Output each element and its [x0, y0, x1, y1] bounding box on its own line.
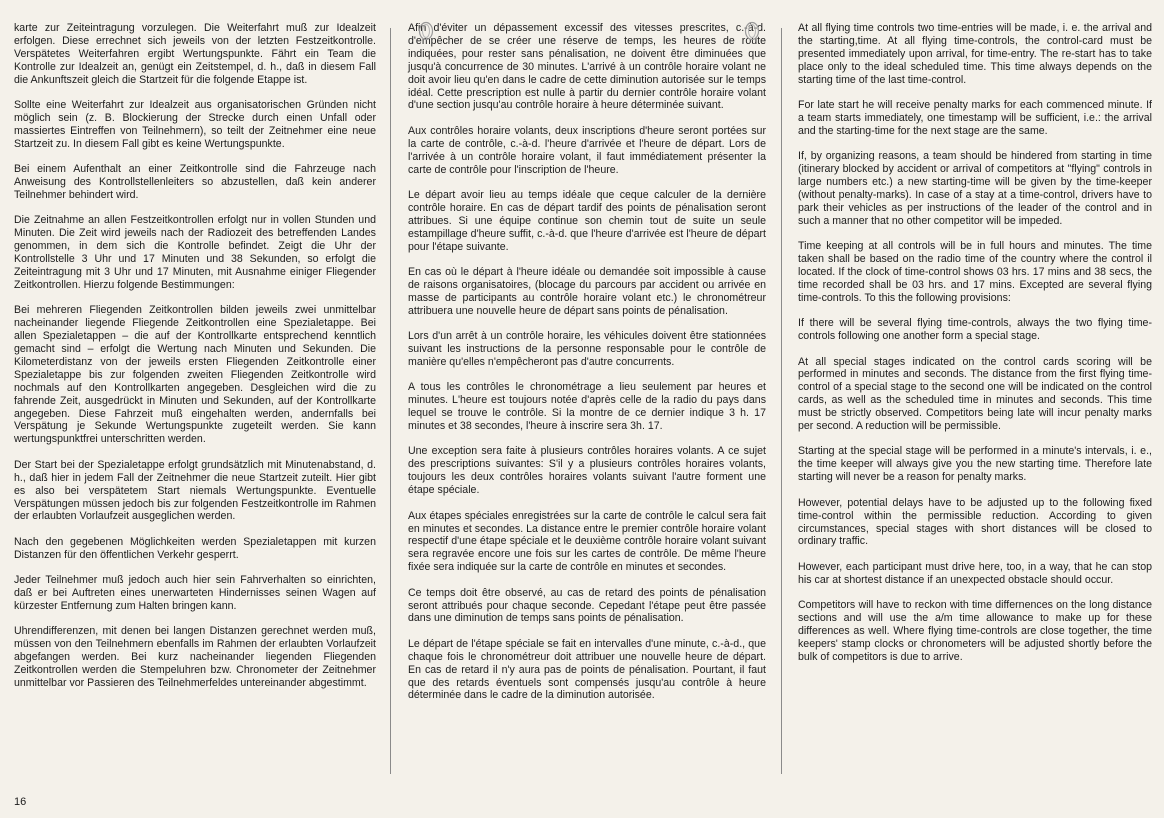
paragraph: Jeder Teilnehmer muß jedoch auch hier sein Fahrverhalten so einrichten, daß er bei Auftreten eines unerwarteten Hindernisses seinen Wagen auf kürzester Entfernung zum Halten bringen kann. — [14, 574, 376, 612]
paragraph: A tous les contrôles le chronométrage a lieu seulement par heures et minutes. L'heure est toujours notée d'après celle de la radio du pays dans lequel se trouve le contrôle. Si la montre de ce dernier indique 3 h. 17 minutes et 38 secondes, l'heure à inscrire sera 3h. 17. — [408, 381, 766, 433]
paragraph: Bei mehreren Fliegenden Zeitkontrollen bilden jeweils zwei unmittelbar nacheinander liegende Fliegende Zeitkontrollen eine Spezialetappe. Bei allen Spezialetappen – die auf der Kontrollkarte entsprechend kenntlich gemacht sind – erfolgt die Wertung nach Minuten und Sekunden. Die Kilometerdistanz von der jeweils ersten Fliegenden Zeitkontrolle einer Spezialetappe bis zur folgenden zweiten Fliegenden Zeitkontrolle wird nochmals auf den Kontrollkarten angegeben. Desgleichen wird die zu fahrende Zeit, ausgedrückt in Minuten und Sekunden, auf der Kontrollkarte angegeben. Diese Fahrzeit muß eingehalten werden, andernfalls bei Verspätung je Sekunde Wertungspunkte zugeteilt werden. Sie kann wertungspunktfrei unterschritten werden. — [14, 304, 376, 446]
paragraph: For late start he will receive penalty marks for each commenced minute. If a team starts immediately, one timestamp will be sufficient, i.e.: the arrival and the starting-time for the next stage are the same. — [798, 99, 1152, 137]
paragraph: However, potential delays have to be adjusted up to the following fixed time-control within the permissible reduction. According to given circumstances, special stages with short distances will be closed to ordinary traffic. — [798, 496, 1152, 548]
paragraph: Aux étapes spéciales enregistrées sur la carte de contrôle le calcul sera fait en minutes et secondes. La distance entre le premier contrôle horaire volant respectif d'une étape spéciale et le deuxième contrôle horaire volant suivant sera regravée encore une fois sur les cartes de contrôle. De même l'heure fixée sera indiquée sur la carte de contrôle en minutes et secondes. — [408, 509, 766, 574]
paragraph: If, by organizing reasons, a team should be hindered from starting in time (itinerary blocked by accident or arrival of competitors at "flying" controls in large numbers etc.) a new starting-time will be given by the time-keeper (without penalty-marks). In case of a stay at a time-control, drivers have to park their vehicles as per instructions of the leader of the control and in such a manner that no other competitor will be impeded. — [798, 150, 1152, 227]
german-column — [14, 22, 376, 702]
paragraph: Aux contrôles horaire volants, deux inscriptions d'heure seront portées sur la carte de contrôle, c.-à-d. l'heure d'arrivée et l'heure de départ. Lors de l'arrivée à un contrôle horaire volant, il faut immédiatement présenter la carte de contrôle pour l'inscription de l'heure. — [408, 124, 766, 176]
paragraph: Starting at the special stage will be performed in a minute's intervals, i. e., the time keeper will always give you the new starting time. Therefore late starting will never be a reason for penalty marks. — [798, 445, 1152, 484]
paragraph: Time keeping at all controls will be in full hours and minutes. The time taken shall be based on the radio time of the country where the control il located. If the clock of time-control shows 03 hrs. 17 mins and 38 secs, the time recorded shall be 03 hrs. and 17 mins. Excepted are several flying time-controls. To this the following provisions: — [798, 240, 1152, 304]
paragraph: Competitors will have to reckon with time differnences on the long distance sections and will use the a/m time allowance to make up for these differences as well. Where flying time-controls are close together, the time keepers' stamp clocks or chronometers will be adjusted shortly before the bulk of competitors is due to arrive. — [798, 599, 1152, 663]
paragraph: Die Zeitnahme an allen Festzeitkontrollen erfolgt nur in vollen Stunden und Minuten. Die Zeit wird jeweils nach der Radiozeit des betreffenden Landes genommen, in dem sich die Kontrolle befindet. Zeigt die Uhr der Kontrollstelle 3 Uhr und 17 Minuten und 38 Sekunden, so erfolgt die Zeiteintragung mit 3 Uhr und 17 Minuten, mit Ausnahme einiger Fliegender Zeitkontrollen. Hierzu folgende Bestimmungen: — [14, 214, 376, 291]
paragraph: At all flying time controls two time-entries will be made, i. e. the arrival and the starting,time. At all flying time-controls, the control-card must be presented immediately upon arrival, for time-entry. The re-start has to take place only to the ideal scheduled time. This time always depends on the starting time of the last time-control. — [798, 22, 1152, 86]
paragraph: Ce temps doit être observé, au cas de retard des points de pénalisation seront attribués pour chaque seconde. Cepedant l'étape peut être passée dans une diminution de temps sans points de pénalisation. — [408, 586, 766, 625]
paragraph: At all special stages indicated on the control cards scoring will be performed in minutes and seconds. The distance from the first flying time-control of a special stage to the second one will be indicated on the control cards, as well as the scheduled time in minutes and seconds. This time must be strictly observed. Competitors being late will incur penalty marks per second. A reduction will be permissible. — [798, 355, 1152, 433]
paragraph: However, each participant must drive here, too, in a way, that he can stop his car at shortest distance if an unexpected obstacle should occur. — [798, 560, 1152, 586]
column-divider — [781, 28, 782, 774]
paragraph: karte zur Zeiteintragung vorzulegen. Die Weiterfahrt muß zur Idealzeit erfolgen. Diese errechnet sich jeweils von der letzten Festzeitkontrolle. Verspätetes Weiterfahren ergibt Wertungspunkte. Fährt ein Team die Kontrolle zur Idealzeit an, genügt ein Zeitstempel, d. h., daß in diesem Fall die Ankunftszeit gleich die Startzeit für die folgende Etappe ist. — [14, 22, 376, 86]
binder-ring-icon — [744, 21, 760, 41]
paragraph: Afin d'éviter un dépassement excessif des vitesses prescrites, c.-à-d. d'empêcher de se créer une réserve de temps, les heures de route indiquées, pour rester sans pénalisation, ne doivent être diminuées que jusqu'à concurrence de 30 minutes. L'arrivé à un contrôle horaire volant ne doit avoir lieu qu'en dans le cadre de cette diminution autorisée sur le temps idéal. Cette prescription est nulle à partir du dernier contrôle horaire volant d'une section jusqu'au contrôle horaire à heure déterminée suivant. — [408, 22, 766, 112]
paragraph: Lors d'un arrêt à un contrôle horaire, les véhicules doivent être stationnées suivant les instructions de la personne responsable pour le contrôle de manière qu'elles n'empêcheront pas d'autre concurrents. — [408, 330, 766, 368]
paragraph: Nach den gegebenen Möglichkeiten werden Spezialetappen mit kurzen Distanzen für den öffentlichen Verkehr gesperrt. — [14, 535, 376, 561]
paragraph: Bei einem Aufenthalt an einer Zeitkontrolle sind die Fahrzeuge nach Anweisung des Kontrollstellenleiters so abzustellen, daß kein anderer Teilnehmer behindert wird. — [14, 163, 376, 201]
paragraph: En cas où le départ à l'heure idéale ou demandée soit impossible à cause de raisons organisatoires, (blocage du parcours par accident ou arrivée en masse de participants au contrôle horaire volant etc.) le chronométreur attribuera une nouvelle heure de départ sans points de pénalisation. — [408, 266, 766, 317]
paragraph: Der Start bei der Spezialetappe erfolgt grundsätzlich mit Minutenabstand, d. h., daß hier in jedem Fall der Zeitnehmer die neue Startzeit zuteilt. Hier gibt es also bei verspätetem Start niemals Wertungspunkte. Eventuelle Verspätungen müssen jedoch bis zur folgenden Festzeitkontrolle im Rahmen der erlaubten Vorlaufzeit ausgeglichen werden. — [14, 458, 376, 523]
paragraph: Une exception sera faite à plusieurs contrôles horaires volants. A ce sujet des prescriptions suivantes: S'il y a plusieurs contrôles horaires volants, toujours les deux contrôles horaires volants suivant l'autre forment une étape spéciale. — [408, 445, 766, 497]
english-column — [798, 22, 1152, 676]
page-number: 16 — [14, 796, 27, 808]
paragraph: Sollte eine Weiterfahrt zur Idealzeit aus organisatorischen Gründen nicht möglich sein (z. B. Blockierung der Strecke durch einen Unfall oder massiertes Eintreffen von Teilnehmern), so teilt der Zeitnehmer eine neue Startzeit zu. In diesem Fall gibt es keine Wertungspunkte. — [14, 99, 376, 150]
paragraph: Le départ de l'étape spéciale se fait en intervalles d'une minute, c.-à-d., que chaque fois le chronométreur doit attribuer une nouvelle heure de départ. En cas de retard il n'y aura pas de points de pénalisation. Pourtant, il faut que des retards éventuels sont compensés jusqu'au contrôle à heure déterminée dans le cadre de la diminution autorisée. — [408, 637, 766, 702]
column-divider — [390, 28, 391, 774]
paragraph: Le départ avoir lieu au temps idéale que ceque calculer de la dernière contrôle horaire. En cas de départ tardif des points de pénalisation seront attribues. Si une équipe continue son chemin tout de suite un seule estampillage d'heure suffit, c.-à-d. que l'heure d'arrivée est l'heure de départ pour l'étape suivante. — [408, 188, 766, 253]
french-column — [408, 22, 766, 715]
paragraph: If there will be several flying time-controls, always the two flying time-controls following one another form a special stage. — [798, 317, 1152, 343]
binder-ring-icon — [418, 21, 434, 41]
paragraph: Uhrendifferenzen, mit denen bei langen Distanzen gerechnet werden muß, müssen von den Teilnehmern ebenfalls im Rahmen der erlaubten Vorlaufzeit abgefangen werden. Bei kurz nacheinander liegenden Fliegenden Zeitkontrollen werden die Stempeluhren bzw. Chronometer der Zeitnehmer unmittelbar vor Passieren des Teilnehmerfeldes untereinander abgestimmt. — [14, 625, 376, 689]
